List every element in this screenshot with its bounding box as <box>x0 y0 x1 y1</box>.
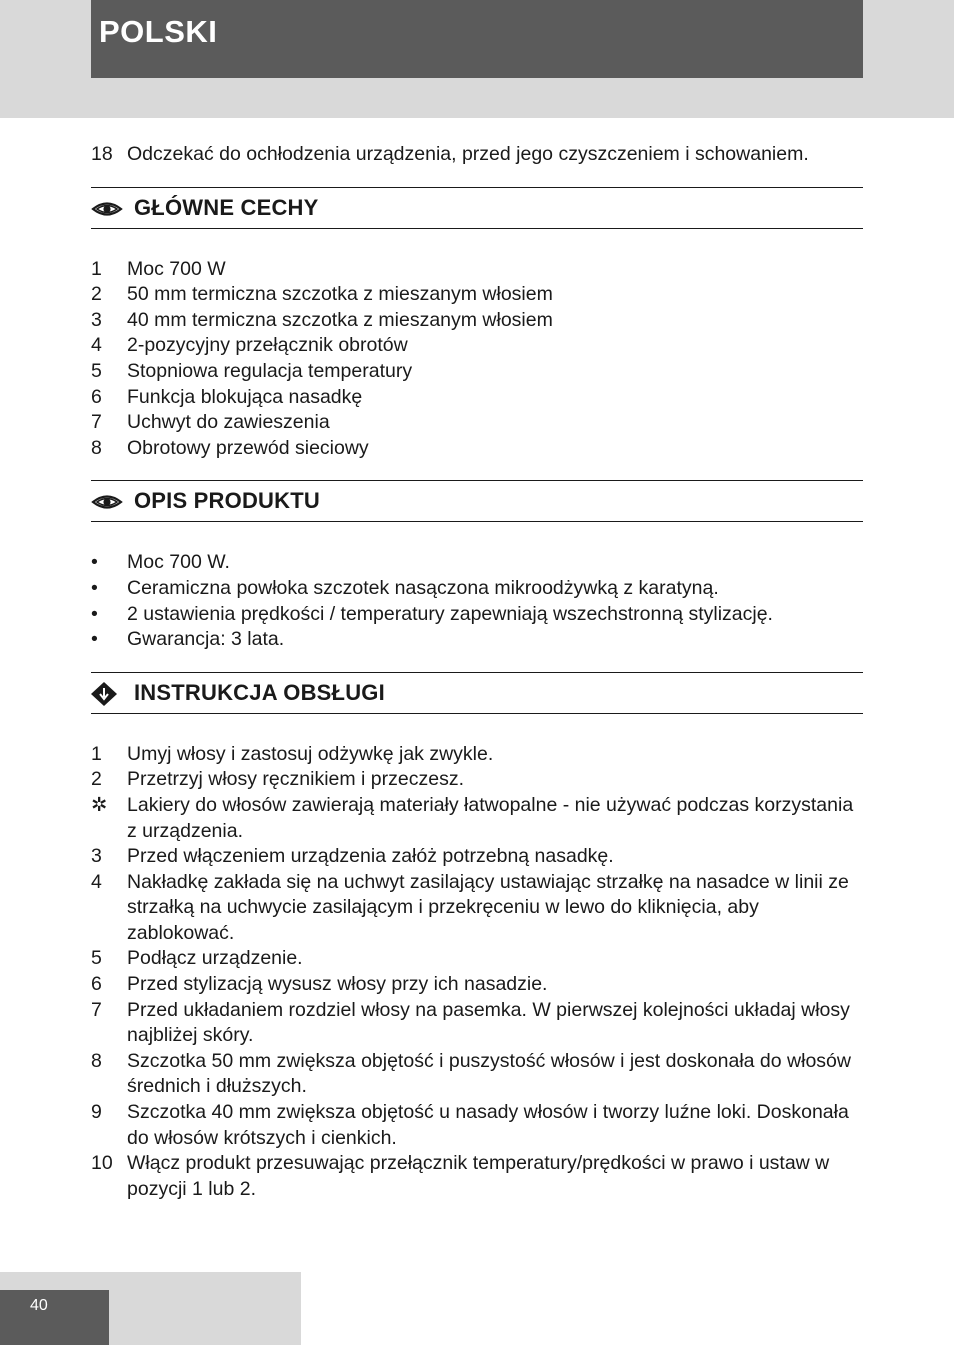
features-list <box>91 257 863 462</box>
page-number: 40 <box>30 1297 48 1314</box>
item-text: Przetrzyj włosy ręcznikiem i przeczesz. <box>127 768 464 791</box>
description-list <box>91 550 863 652</box>
item-text: Funkcja blokująca nasadkę <box>127 385 363 408</box>
list-item <box>91 1100 863 1151</box>
item-number: 18 <box>91 143 113 165</box>
item-number: 5 <box>91 359 102 382</box>
item-text: Moc 700 W <box>127 257 226 280</box>
list-item <box>91 282 863 308</box>
list-item <box>91 844 863 870</box>
list-item <box>91 602 863 628</box>
section-header-features <box>91 187 863 229</box>
warning-star-icon: ✲ <box>91 793 108 816</box>
item-text: Obrotowy przewód sieciowy <box>127 436 369 459</box>
item-number: 8 <box>91 436 102 459</box>
language-header <box>91 0 863 78</box>
item-text: Nakładkę zakłada się na uchwyt zasilający ustawiając strzałkę na nasadce w linii ze strzałką na uchwycie zasilającym i przekręceniu w lewo do kliknięcia, aby zablokować. <box>127 870 849 944</box>
item-number: 7 <box>91 998 102 1021</box>
bullet: • <box>91 628 98 651</box>
item-number: 4 <box>91 870 102 893</box>
item-text: Umyj włosy i zastosuj odżywkę jak zwykle. <box>127 742 494 765</box>
item-number: 7 <box>91 411 102 434</box>
top-band <box>0 0 954 118</box>
list-item <box>91 436 863 462</box>
language-title: POLSKI <box>99 14 218 49</box>
item-number: 1 <box>91 742 102 765</box>
item-number: 8 <box>91 1049 102 1072</box>
item-text: Moc 700 W. <box>127 551 230 574</box>
list-item <box>91 257 863 283</box>
item-text: Lakiery do włosów zawierają materiały łatwopalne - nie używać podczas korzystania z urządzenia. <box>127 793 854 842</box>
list-item <box>91 627 863 653</box>
list-item <box>91 359 863 385</box>
item-text: Stopniowa regulacja temperatury <box>127 359 413 382</box>
item-text: Włącz produkt przesuwając przełącznik temperatury/prędkości w prawo i ustaw w pozycji 1 lub 2. <box>127 1152 830 1200</box>
item-text: 50 mm termiczna szczotka z mieszanym włosiem <box>127 283 553 306</box>
item-number: 10 <box>91 1152 113 1175</box>
item-text: Gwarancja: 3 lata. <box>127 628 285 651</box>
item-text: 2 ustawienia prędkości / temperatury zapewniają wszechstronną stylizację. <box>127 602 773 625</box>
item-text: Przed włączeniem urządzenia załóż potrzebną nasadkę. <box>127 845 614 868</box>
bullet: • <box>91 551 98 574</box>
item-number: 3 <box>91 845 102 868</box>
warning-item <box>91 793 863 844</box>
list-item <box>91 742 863 768</box>
list-item <box>91 142 863 168</box>
list-item <box>91 1049 863 1100</box>
item-number: 9 <box>91 1101 102 1124</box>
item-text: 2-pozycyjny przełącznik obrotów <box>127 334 408 357</box>
item-number: 4 <box>91 334 102 357</box>
list-item <box>91 972 863 998</box>
item-text: Odczekać do ochłodzenia urządzenia, przed jego czyszczeniem i schowaniem. <box>127 143 809 165</box>
section-title: OPIS PRODUKTU <box>134 488 320 514</box>
list-item <box>91 1151 863 1202</box>
item-number: 2 <box>91 768 102 791</box>
section-title: GŁÓWNE CECHY <box>134 194 319 220</box>
list-item <box>91 998 863 1049</box>
item-text: Uchwyt do zawieszenia <box>127 411 330 434</box>
list-item <box>91 333 863 359</box>
item-text: Szczotka 50 mm zwiększa objętość i puszystość włosów i jest doskonała do włosów średnich i dłuższych. <box>127 1049 851 1098</box>
section-header-instructions <box>91 672 863 714</box>
list-item <box>91 410 863 436</box>
item-number: 2 <box>91 283 102 306</box>
instructions-list <box>91 742 863 1203</box>
eye-icon <box>91 197 123 221</box>
section-title: INSTRUKCJA OBSŁUGI <box>134 679 385 705</box>
item-number: 5 <box>91 947 102 970</box>
list-item <box>91 870 863 947</box>
list-item <box>91 550 863 576</box>
item-text: Szczotka 40 mm zwiększa objętość u nasady włosów i tworzy luźne loki. Doskonała do włosów krótszych i cienkich. <box>127 1101 849 1149</box>
page-content <box>91 142 863 1202</box>
list-item <box>91 767 863 793</box>
bullet: • <box>91 576 98 599</box>
item-text: 40 mm termiczna szczotka z mieszanym włosiem <box>127 308 553 331</box>
section-header-description <box>91 480 863 522</box>
list-item <box>91 308 863 334</box>
bullet: • <box>91 602 98 625</box>
list-item <box>91 946 863 972</box>
item-text: Ceramiczna powłoka szczotek nasączona mikroodżywką z karatyną. <box>127 576 719 599</box>
item-text: Podłącz urządzenie. <box>127 947 303 970</box>
page-number-box <box>0 1290 109 1345</box>
item-text: Przed układaniem rozdziel włosy na pasemka. W pierwszej kolejności układaj włosy najbliżej skóry. <box>127 998 850 1047</box>
item-number: 3 <box>91 308 102 331</box>
item-number: 6 <box>91 385 102 408</box>
item-number: 1 <box>91 257 102 280</box>
item-number: 6 <box>91 973 102 996</box>
item-text: Przed stylizacją wysusz włosy przy ich nasadzie. <box>127 973 548 996</box>
list-item <box>91 385 863 411</box>
diamond-arrow-icon <box>91 682 123 706</box>
eye-icon <box>91 490 123 514</box>
list-item <box>91 576 863 602</box>
